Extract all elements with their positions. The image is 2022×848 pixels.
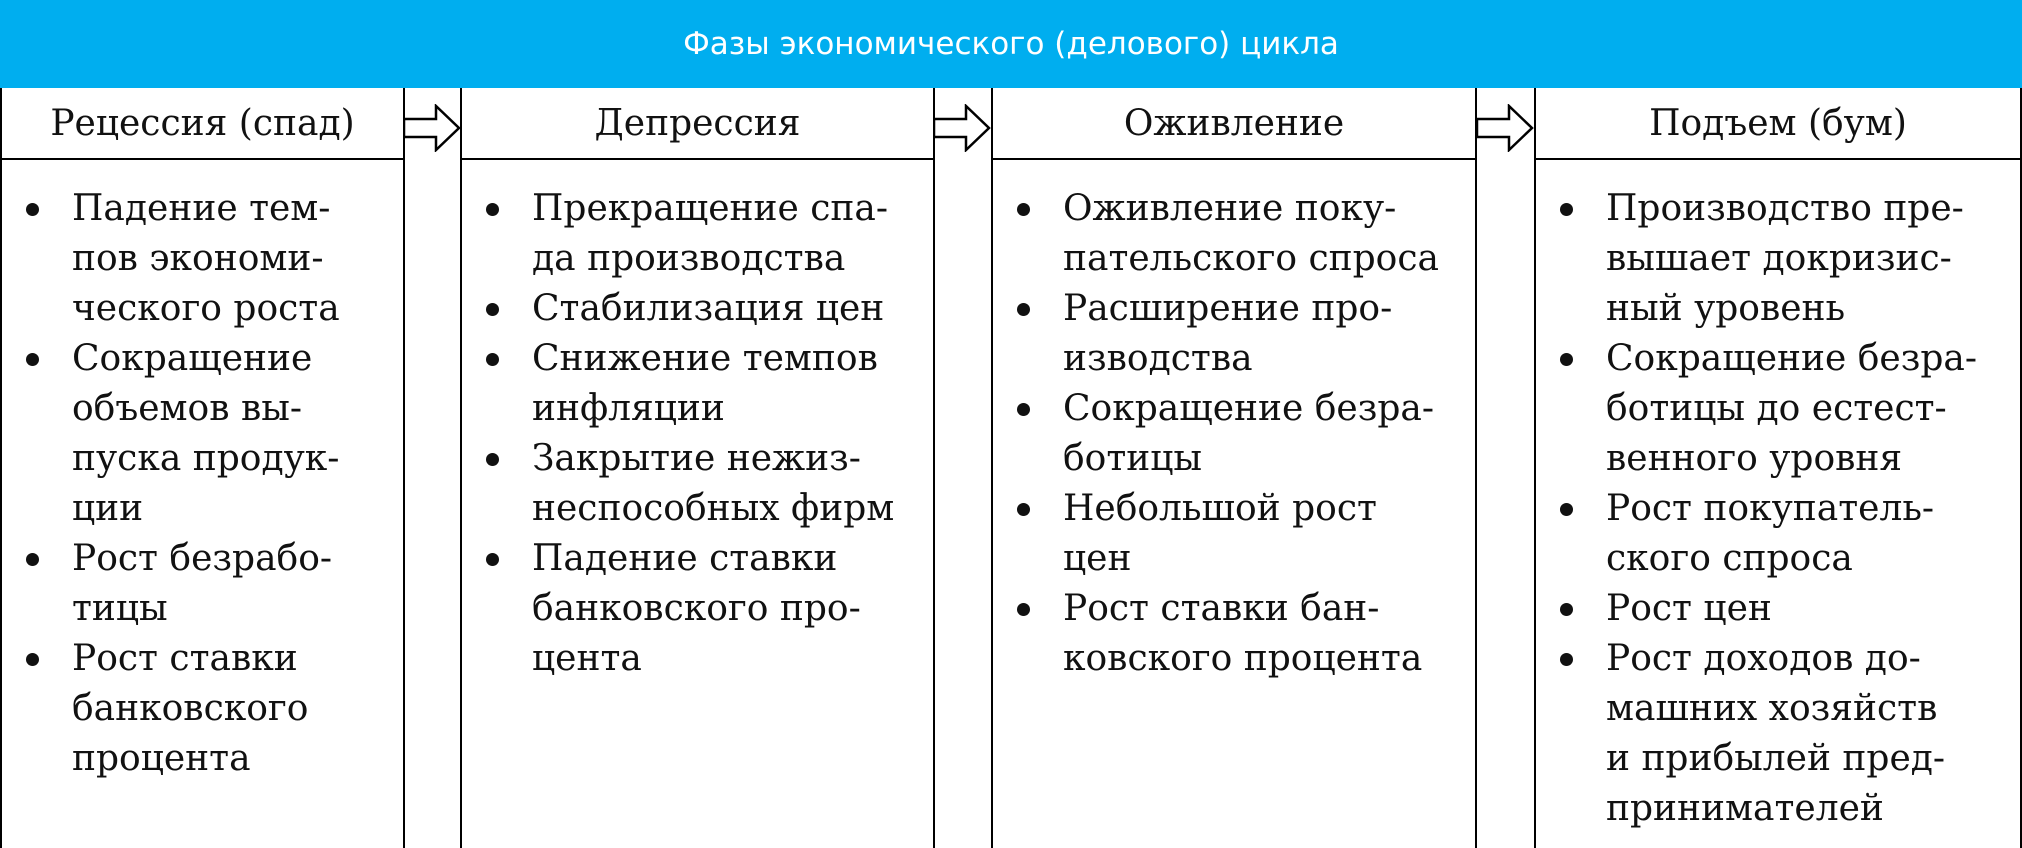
item-text-line: цен (1063, 538, 1132, 579)
phase-heading: Оживление (993, 88, 1475, 160)
phase-item-list (993, 160, 1475, 684)
item-text-line: ный уровень (1606, 288, 1846, 329)
item-text-line: Рост доходов до- (1606, 638, 1921, 679)
item-text-line: процента (72, 738, 251, 779)
item-text-line: и прибылей пред- (1606, 738, 1946, 779)
item-text-line: да производства (532, 238, 846, 279)
bullet-icon (1560, 203, 1573, 216)
item-text-line: Рост ставки бан- (1063, 588, 1380, 629)
bullet-icon (26, 553, 39, 566)
item-text-line: Падение ставки (532, 538, 838, 579)
phase-list-item (2, 184, 395, 334)
bullet-icon (26, 203, 39, 216)
phase-list-item (1536, 334, 2012, 484)
item-text-line: банковского про- (532, 588, 861, 629)
item-text-line: Расширение про- (1063, 288, 1393, 329)
phase-list-item (993, 484, 1467, 584)
phase-list-item (462, 534, 925, 684)
phase-column-recession (0, 88, 405, 848)
item-text-line: ковского процента (1063, 638, 1423, 679)
item-text-line: Оживление поку- (1063, 188, 1397, 229)
bullet-icon (1017, 203, 1030, 216)
item-text-line: ческого роста (72, 288, 340, 329)
item-text-line: машних хозяйств (1606, 688, 1938, 729)
phase-heading: Рецессия (спад) (2, 88, 403, 160)
bullet-icon (26, 653, 39, 666)
phase-list-item (462, 184, 925, 284)
phase-heading: Подъем (бум) (1536, 88, 2020, 160)
item-text-line: венного уровня (1606, 438, 1903, 479)
phase-list-item (993, 284, 1467, 384)
item-text-line: Закрытие нежиз- (532, 438, 861, 479)
item-text-line: банковского (72, 688, 309, 729)
item-text-line: пуска продук- (72, 438, 340, 479)
phase-list-item (1536, 184, 2012, 334)
item-text-line: Небольшой рост (1063, 488, 1377, 529)
phase-list-item (462, 334, 925, 434)
item-text-line: Сокращение безра- (1063, 388, 1435, 429)
phase-column-recovery (991, 88, 1477, 848)
item-text-line: Снижение темпов (532, 338, 878, 379)
item-text-line: Стабилизация цен (532, 288, 885, 329)
arrow-right-icon (403, 104, 461, 152)
item-text-line: Сокращение (72, 338, 313, 379)
phase-list-item (1536, 484, 2012, 584)
item-text-line: пательского спроса (1063, 238, 1439, 279)
phase-list-item (993, 184, 1467, 284)
bullet-icon (486, 553, 499, 566)
item-text-line: объемов вы- (72, 388, 303, 429)
phase-item-list (2, 160, 403, 784)
bullet-icon (486, 303, 499, 316)
item-text-line: ботицы до естест- (1606, 388, 1947, 429)
item-text-line: Рост цен (1606, 588, 1772, 629)
item-text-line: Рост безрабо- (72, 538, 333, 579)
bullet-icon (1560, 653, 1573, 666)
item-text-line: ботицы (1063, 438, 1203, 479)
item-text-line: инфляции (532, 388, 725, 429)
item-text-line: Рост покупатель- (1606, 488, 1935, 529)
item-text-line: цента (532, 638, 642, 679)
phase-heading: Депрессия (462, 88, 933, 160)
bullet-icon (1560, 503, 1573, 516)
phase-list-item (2, 534, 395, 634)
phase-list-item (993, 584, 1467, 684)
item-text-line: ции (72, 488, 144, 529)
item-text-line: пов экономи- (72, 238, 324, 279)
diagram-title: Фазы экономического (делового) цикла (0, 0, 2022, 88)
phase-list-item (462, 284, 925, 334)
bullet-icon (26, 353, 39, 366)
phase-list-item (2, 634, 395, 784)
item-text-line: неспособных фирм (532, 488, 895, 529)
item-text-line: Производство пре- (1606, 188, 1964, 229)
phase-item-list (462, 160, 933, 684)
arrow-right-icon (933, 104, 991, 152)
item-text-line: вышает докризис- (1606, 238, 1952, 279)
bullet-icon (1560, 353, 1573, 366)
bullet-icon (486, 353, 499, 366)
item-text-line: изводства (1063, 338, 1253, 379)
item-text-line: принимателей (1606, 788, 1884, 829)
bullet-icon (1017, 503, 1030, 516)
phase-list-item (462, 434, 925, 534)
bullet-icon (1560, 603, 1573, 616)
bullet-icon (486, 453, 499, 466)
item-text-line: Сокращение безра- (1606, 338, 1978, 379)
phase-list-item (993, 384, 1467, 484)
phase-list-item (1536, 584, 2012, 634)
item-text-line: Падение тем- (72, 188, 331, 229)
bullet-icon (1017, 403, 1030, 416)
bullet-icon (486, 203, 499, 216)
phase-item-list (1536, 160, 2020, 834)
item-text-line: тицы (72, 588, 168, 629)
item-text-line: Рост ставки (72, 638, 298, 679)
arrow-right-icon (1476, 104, 1534, 152)
bullet-icon (1017, 603, 1030, 616)
item-text-line: Прекращение спа- (532, 188, 889, 229)
phase-list-item (1536, 634, 2012, 834)
bullet-icon (1017, 303, 1030, 316)
phase-column-boom (1534, 88, 2022, 848)
item-text-line: ского спроса (1606, 538, 1853, 579)
phase-list-item (2, 334, 395, 534)
phase-column-depression (460, 88, 935, 848)
